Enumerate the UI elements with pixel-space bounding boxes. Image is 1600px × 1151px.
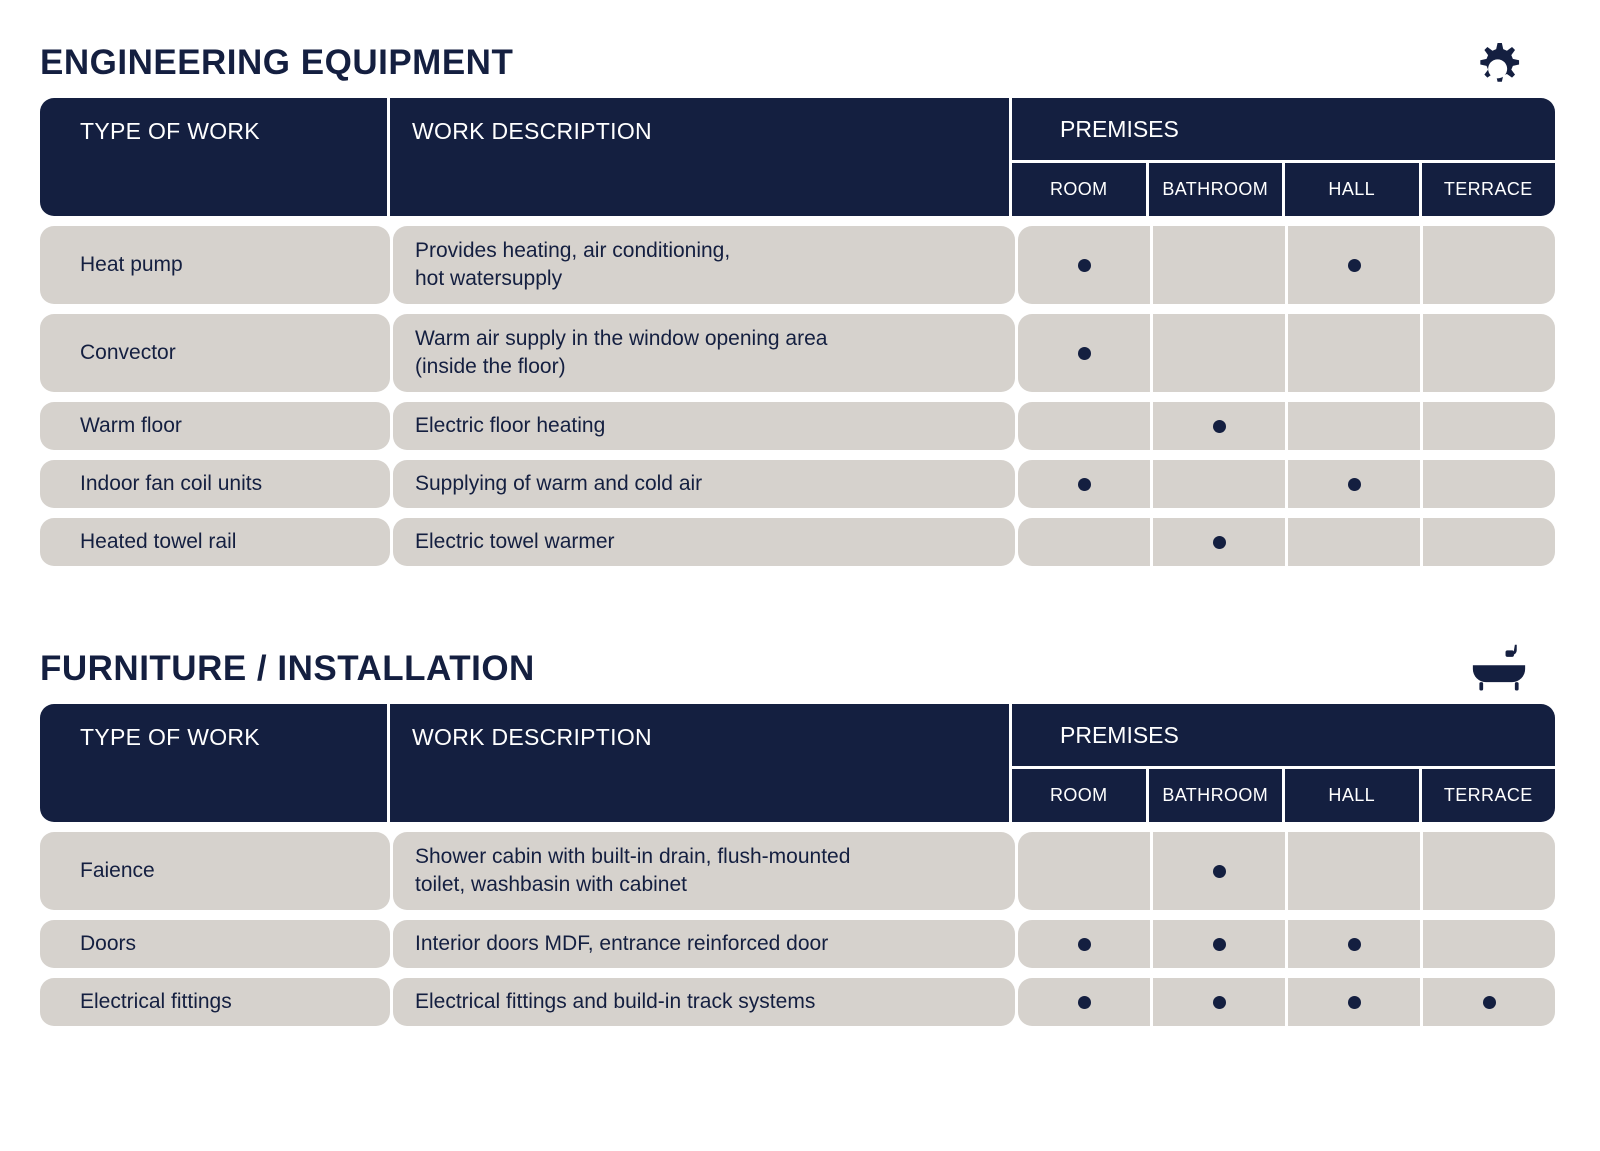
header-col-room: ROOM <box>1012 163 1149 216</box>
page-title: FURNITURE / INSTALLATION <box>40 649 535 688</box>
header-col-bathroom: BATHROOM <box>1149 769 1286 822</box>
cell-type-of-work: Heated towel rail <box>40 518 390 566</box>
bathtub-icon <box>1468 638 1530 700</box>
description-line: Warm air supply in the window opening area <box>415 326 828 350</box>
dot-marker <box>1348 259 1361 272</box>
mark-terrace <box>1423 920 1555 968</box>
section-header <box>40 634 1540 704</box>
dot-marker <box>1213 996 1226 1009</box>
cell-premises-group <box>1018 518 1555 566</box>
mark-room <box>1018 978 1153 1026</box>
header-col-terrace: TERRACE <box>1443 179 1533 199</box>
cell-work-description: Electric towel warmer <box>393 518 1015 566</box>
mark-hall <box>1288 226 1423 304</box>
section-furniture-installation <box>40 634 1540 1026</box>
cell-type-of-work: Convector <box>40 314 390 392</box>
description-line: Provides heating, air conditioning, <box>415 238 731 262</box>
cell-work-description <box>393 314 1015 392</box>
header-premises: PREMISES <box>1060 721 1179 748</box>
header-premises-columns <box>1012 160 1555 216</box>
header-work-description: WORK DESCRIPTION <box>390 704 1012 822</box>
mark-bathroom <box>1153 402 1288 450</box>
mark-bathroom <box>1153 226 1288 304</box>
header-premises-group <box>1012 98 1555 216</box>
header-premises: PREMISES <box>1060 115 1179 142</box>
mark-hall <box>1288 832 1423 910</box>
cell-premises-group <box>1018 226 1555 304</box>
page-title: ENGINEERING EQUIPMENT <box>40 43 514 82</box>
cell-work-description: Electric floor heating <box>393 402 1015 450</box>
dot-marker <box>1213 938 1226 951</box>
description-line: (inside the floor) <box>415 355 566 378</box>
cell-work-description <box>393 832 1015 910</box>
dot-marker <box>1348 478 1361 491</box>
cell-type-of-work: Electrical fittings <box>40 978 390 1026</box>
header-col-terrace: TERRACE <box>1443 785 1533 805</box>
description-line: Shower cabin with built-in drain, flush-mounted <box>415 844 851 868</box>
cell-premises-group <box>1018 920 1555 968</box>
cell-work-description <box>393 226 1015 304</box>
table-row <box>40 402 1555 450</box>
cell-work-description: Electrical fittings and build-in track systems <box>393 978 1015 1026</box>
table-row <box>40 460 1555 508</box>
mark-hall <box>1288 978 1423 1026</box>
mark-bathroom <box>1153 920 1288 968</box>
header-premises-group <box>1012 704 1555 822</box>
dot-marker <box>1348 938 1361 951</box>
cell-work-description: Supplying of warm and cold air <box>393 460 1015 508</box>
table-header-row <box>40 704 1555 822</box>
header-type-of-work: TYPE OF WORK <box>40 704 390 822</box>
table-header-row <box>40 98 1555 216</box>
header-type-of-work: TYPE OF WORK <box>40 98 390 216</box>
mark-bathroom <box>1153 314 1288 392</box>
header-col-hall: HALL <box>1285 163 1422 216</box>
mark-hall <box>1288 460 1423 508</box>
dot-marker <box>1078 478 1091 491</box>
cell-premises-group <box>1018 460 1555 508</box>
cell-type-of-work: Heat pump <box>40 226 390 304</box>
table-row <box>40 920 1555 968</box>
cell-type-of-work: Faience <box>40 832 390 910</box>
mark-room <box>1018 402 1153 450</box>
description-line: toilet, washbasin with cabinet <box>415 873 687 896</box>
dot-marker <box>1078 938 1091 951</box>
table-engineering-equipment <box>40 98 1555 566</box>
cell-type-of-work: Indoor fan coil units <box>40 460 390 508</box>
dot-marker <box>1348 996 1361 1009</box>
dot-marker <box>1078 347 1091 360</box>
table-row <box>40 832 1555 910</box>
mark-terrace <box>1423 978 1555 1026</box>
table-row <box>40 226 1555 304</box>
mark-terrace <box>1423 402 1555 450</box>
mark-terrace <box>1423 226 1555 304</box>
mark-room <box>1018 226 1153 304</box>
mark-room <box>1018 314 1153 392</box>
dot-marker <box>1213 536 1226 549</box>
mark-hall <box>1288 314 1423 392</box>
cell-premises-group <box>1018 314 1555 392</box>
mark-bathroom <box>1153 978 1288 1026</box>
header-col-hall: HALL <box>1285 769 1422 822</box>
section-spacer <box>40 576 1540 634</box>
mark-terrace <box>1423 518 1555 566</box>
cell-type-of-work: Doors <box>40 920 390 968</box>
mark-room <box>1018 832 1153 910</box>
mark-room <box>1018 518 1153 566</box>
mark-hall <box>1288 920 1423 968</box>
gear-icon <box>1468 32 1530 94</box>
cell-work-description: Interior doors MDF, entrance reinforced door <box>393 920 1015 968</box>
cell-premises-group <box>1018 832 1555 910</box>
section-header <box>40 28 1540 98</box>
cell-type-of-work: Warm floor <box>40 402 390 450</box>
mark-bathroom <box>1153 518 1288 566</box>
dot-marker <box>1213 865 1226 878</box>
dot-marker <box>1078 996 1091 1009</box>
table-row <box>40 978 1555 1026</box>
mark-terrace <box>1423 460 1555 508</box>
mark-bathroom <box>1153 460 1288 508</box>
mark-room <box>1018 460 1153 508</box>
table-furniture-installation <box>40 704 1555 1026</box>
dot-marker <box>1078 259 1091 272</box>
mark-terrace <box>1423 314 1555 392</box>
header-col-room: ROOM <box>1012 769 1149 822</box>
section-engineering-equipment <box>40 28 1540 566</box>
description-line: hot watersupply <box>415 267 563 290</box>
cell-premises-group <box>1018 402 1555 450</box>
cell-premises-group <box>1018 978 1555 1026</box>
dot-marker <box>1213 420 1226 433</box>
mark-hall <box>1288 518 1423 566</box>
mark-room <box>1018 920 1153 968</box>
header-col-bathroom: BATHROOM <box>1149 163 1286 216</box>
table-row <box>40 518 1555 566</box>
header-premises-columns <box>1012 766 1555 822</box>
dot-marker <box>1483 996 1496 1009</box>
mark-bathroom <box>1153 832 1288 910</box>
mark-terrace <box>1423 832 1555 910</box>
header-work-description: WORK DESCRIPTION <box>390 98 1012 216</box>
mark-hall <box>1288 402 1423 450</box>
table-row <box>40 314 1555 392</box>
